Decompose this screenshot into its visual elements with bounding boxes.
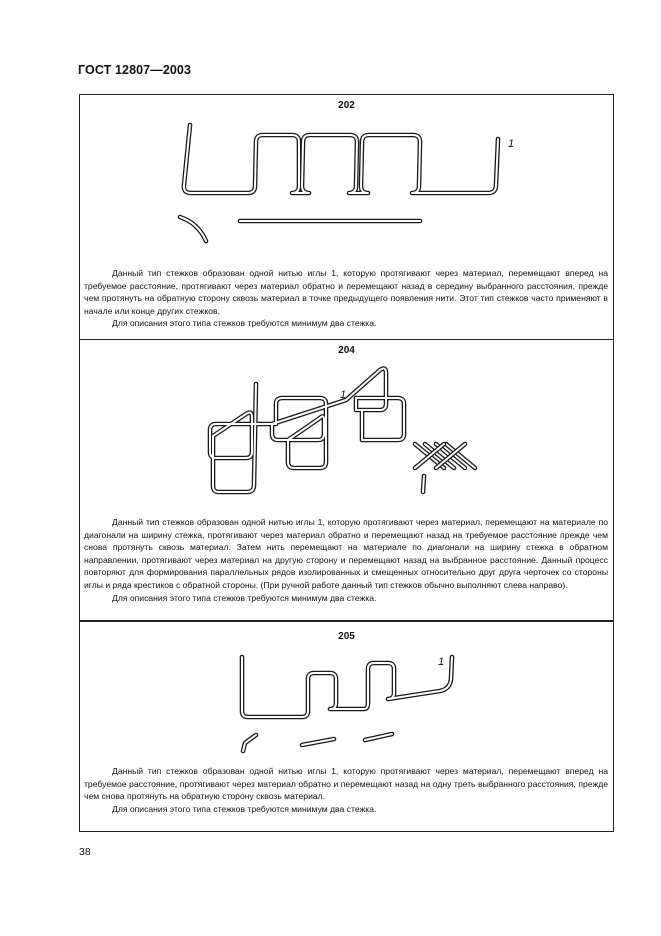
- document-header: ГОСТ 12807—2003: [78, 63, 192, 77]
- description-paragraph: Данный тип стежков образован одной нитью иглы 1, которую протягивают через материал, перемещают вперед на требуемое расстояние, протягивают через материал обратно и перемещают назад в середину выбранного расстояния, прежде чем протянуть на обратную сторону сквозь материал в точке предыдущего появления нити. Этот тип стежков часто применяют в начале или конце других стежков.: [84, 268, 608, 316]
- description-paragraph: Для описания этого типа стежков требуются минимум два стежка.: [112, 803, 377, 814]
- page-number: 38: [79, 846, 91, 858]
- stitch-number: 204: [338, 345, 355, 356]
- description-paragraph: Данный тип стежков образован одной нитью иглы 1, которую протягивают через материал, перемещают вперед на требуемое расстояние, протягивают через материал обратно и перемещают назад на одну треть выбранного расстояния, прежде чем снова протянуть на обратную сторону сквозь материал.: [84, 766, 608, 802]
- description-paragraph: Для описания этого типа стежков требуются минимум два стежка.: [112, 318, 377, 329]
- reverse-side-stitches: [180, 217, 420, 241]
- stitch-number: 205: [338, 631, 355, 642]
- thread-path: [210, 369, 404, 492]
- stitch-section-204: [80, 339, 613, 622]
- thread-label: 1: [340, 389, 347, 401]
- reverse-side-crosses: [415, 444, 475, 492]
- reverse-side-stitches: [243, 734, 392, 751]
- stitch-description: [84, 765, 608, 815]
- thread-label: 1: [438, 656, 445, 668]
- stitch-diagram-205: [80, 621, 615, 761]
- stitch-description: [84, 516, 608, 604]
- stitch-diagram-204: [80, 340, 615, 515]
- thread-label: 1: [508, 138, 515, 150]
- thread-path: [242, 657, 452, 717]
- stitch-section-205: [80, 620, 613, 833]
- stitch-section-202: [80, 95, 613, 340]
- stitch-table: [79, 94, 614, 832]
- thread-path: [184, 125, 498, 193]
- description-paragraph: Данный тип стежков образован одной нитью иглы 1, которую протягивают через материал, перемещают на материале по диагонали на ширину стежка, протягивают через материал обратно и перемещают назад на требуемое расстояние прежде чем снова протянуть сквозь материал. Затем нить перемещают на материале по диагонали на ширину стежка в обратном направлении, протягивают через материал на другую сторону и перемещают назад на выбранное расстояние. Данный процесс повторяют для формирования параллельных рядов изолированных и смещенных относительно друг друга черточек со стороны иглы и ряда крестиков с обратной стороны. (При ручной работе данный тип стежков обычно выполняют слева направо).: [84, 517, 608, 590]
- stitch-number: 202: [338, 100, 355, 111]
- stitch-diagram-202: [80, 95, 615, 255]
- stitch-description: [84, 267, 608, 330]
- description-paragraph: Для описания этого типа стежков требуются минимум два стежка.: [112, 592, 377, 603]
